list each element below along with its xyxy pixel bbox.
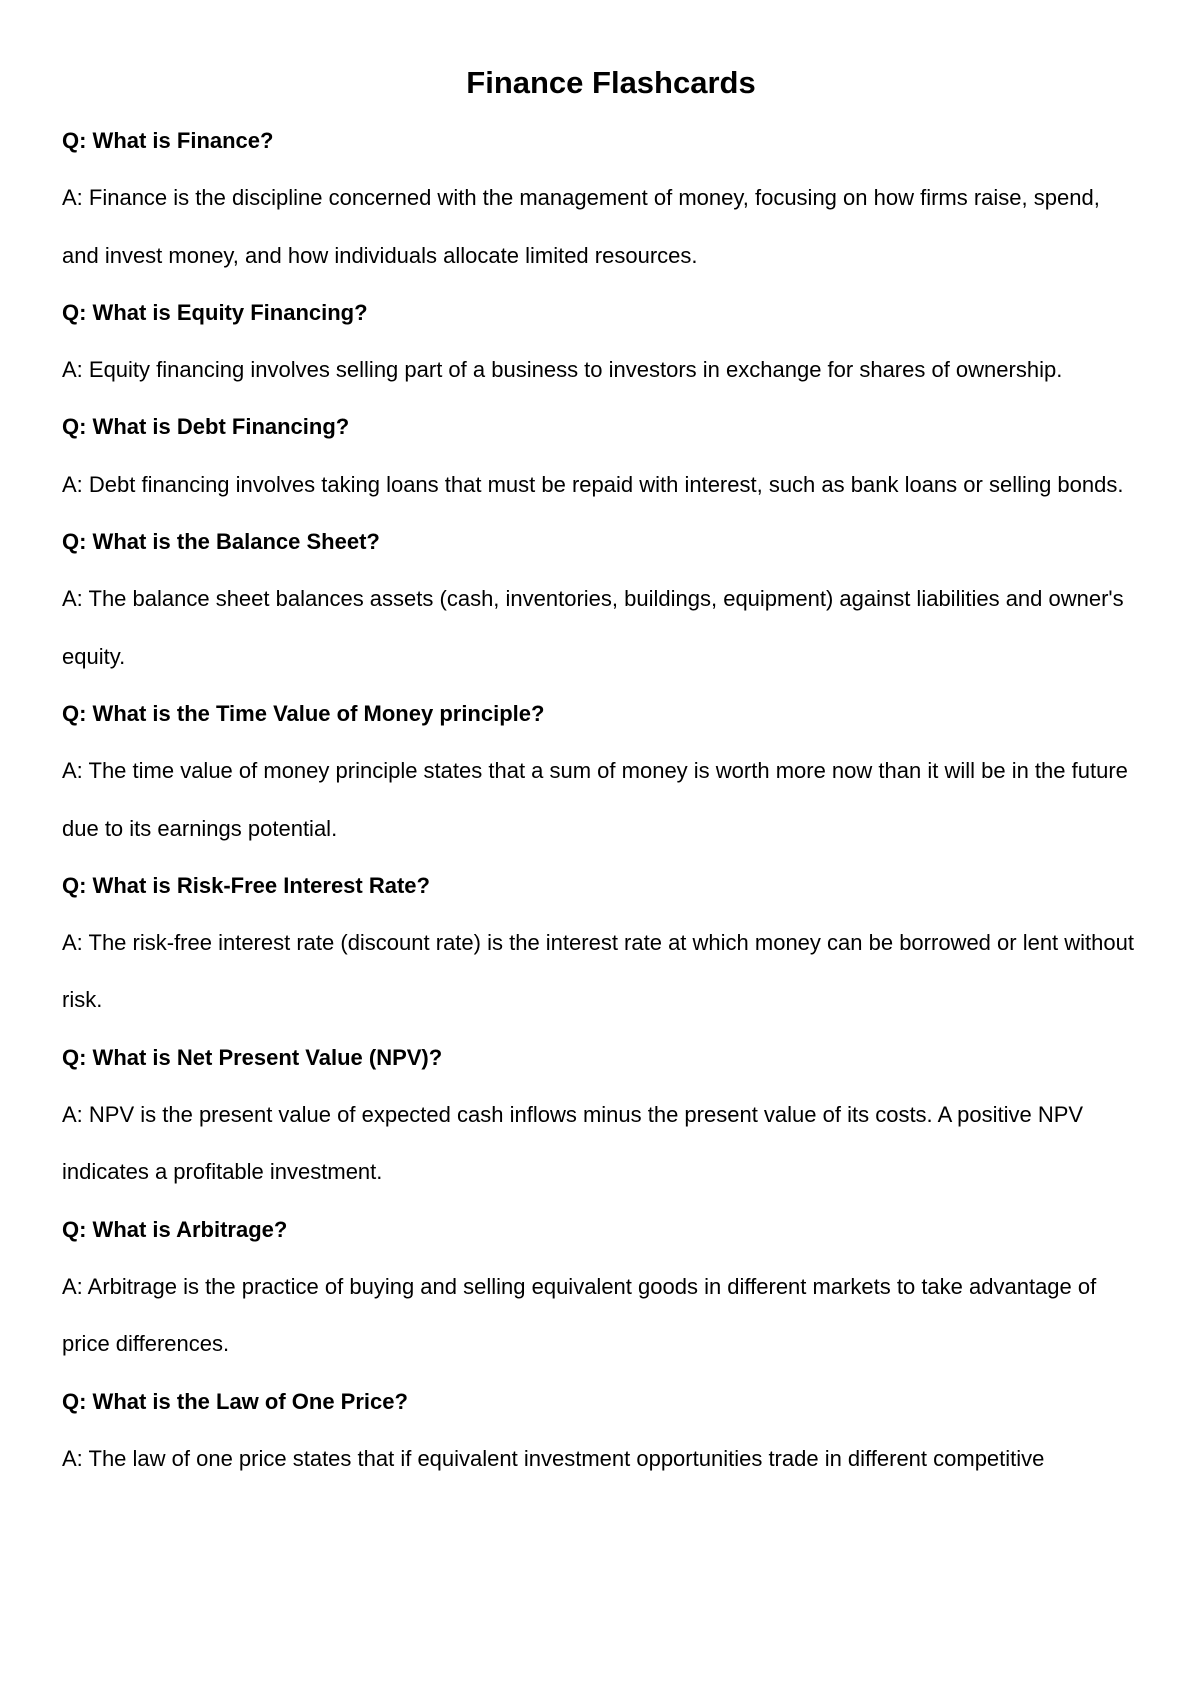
flashcard-answer: A: The law of one price states that if equivalent investment opportunities trade in different competitive — [62, 1445, 1045, 1471]
flashcard-question: Q: What is the Time Value of Money principle? — [62, 700, 545, 726]
flashcard-5 — [62, 685, 1138, 857]
flashcard-question: Q: What is Risk-Free Interest Rate? — [62, 872, 430, 898]
flashcard-question: Q: What is Equity Financing? — [62, 299, 368, 325]
flashcard-question: Q: What is Net Present Value (NPV)? — [62, 1044, 443, 1070]
flashcard-question: Q: What is the Balance Sheet? — [62, 529, 380, 555]
flashcard-2 — [62, 284, 1138, 399]
flashcard-8 — [62, 1201, 1138, 1373]
flashcard-4 — [62, 513, 1138, 685]
flashcard-answer: A: Finance is the discipline concerned with the management of money, focusing on how firms raise, spend, and invest money, and how individuals allocate limited resources. — [62, 185, 1100, 268]
flashcard-answer: A: NPV is the present value of expected cash inflows minus the present value of its costs. A positive NPV indicates a profitable investment. — [62, 1102, 1084, 1185]
flashcard-answer: A: The time value of money principle states that a sum of money is worth more now than it will be in the future due to its earnings potential. — [62, 758, 1128, 841]
flashcard-answer: A: The balance sheet balances assets (cash, inventories, buildings, equipment) against liabilities and owner's equity. — [62, 586, 1124, 669]
flashcard-question: Q: What is Debt Financing? — [62, 414, 350, 440]
flashcard-answer: A: Arbitrage is the practice of buying and selling equivalent goods in different markets to take advantage of price differences. — [62, 1273, 1097, 1357]
flashcard-answer: A: The risk-free interest rate (discount rate) is the interest rate at which money can be borrowed or lent without risk. — [62, 930, 1134, 1013]
flashcard-1 — [62, 112, 1138, 284]
flashcard-9 — [62, 1373, 1138, 1488]
flashcard-7 — [62, 1029, 1138, 1201]
document-title: Finance Flashcards — [466, 65, 756, 100]
flashcard-6 — [62, 857, 1138, 1029]
flashcard-3 — [62, 398, 1138, 513]
flashcard-question: Q: What is the Law of One Price? — [62, 1388, 408, 1414]
flashcard-question: Q: What is Finance? — [62, 128, 274, 153]
flashcard-answer: A: Equity financing involves selling part of a business to investors in exchange for shares of ownership. — [62, 357, 1063, 383]
flashcard-question: Q: What is Arbitrage? — [62, 1216, 288, 1242]
flashcard-answer: A: Debt financing involves taking loans that must be repaid with interest, such as bank loans or selling bonds. — [62, 471, 1124, 497]
